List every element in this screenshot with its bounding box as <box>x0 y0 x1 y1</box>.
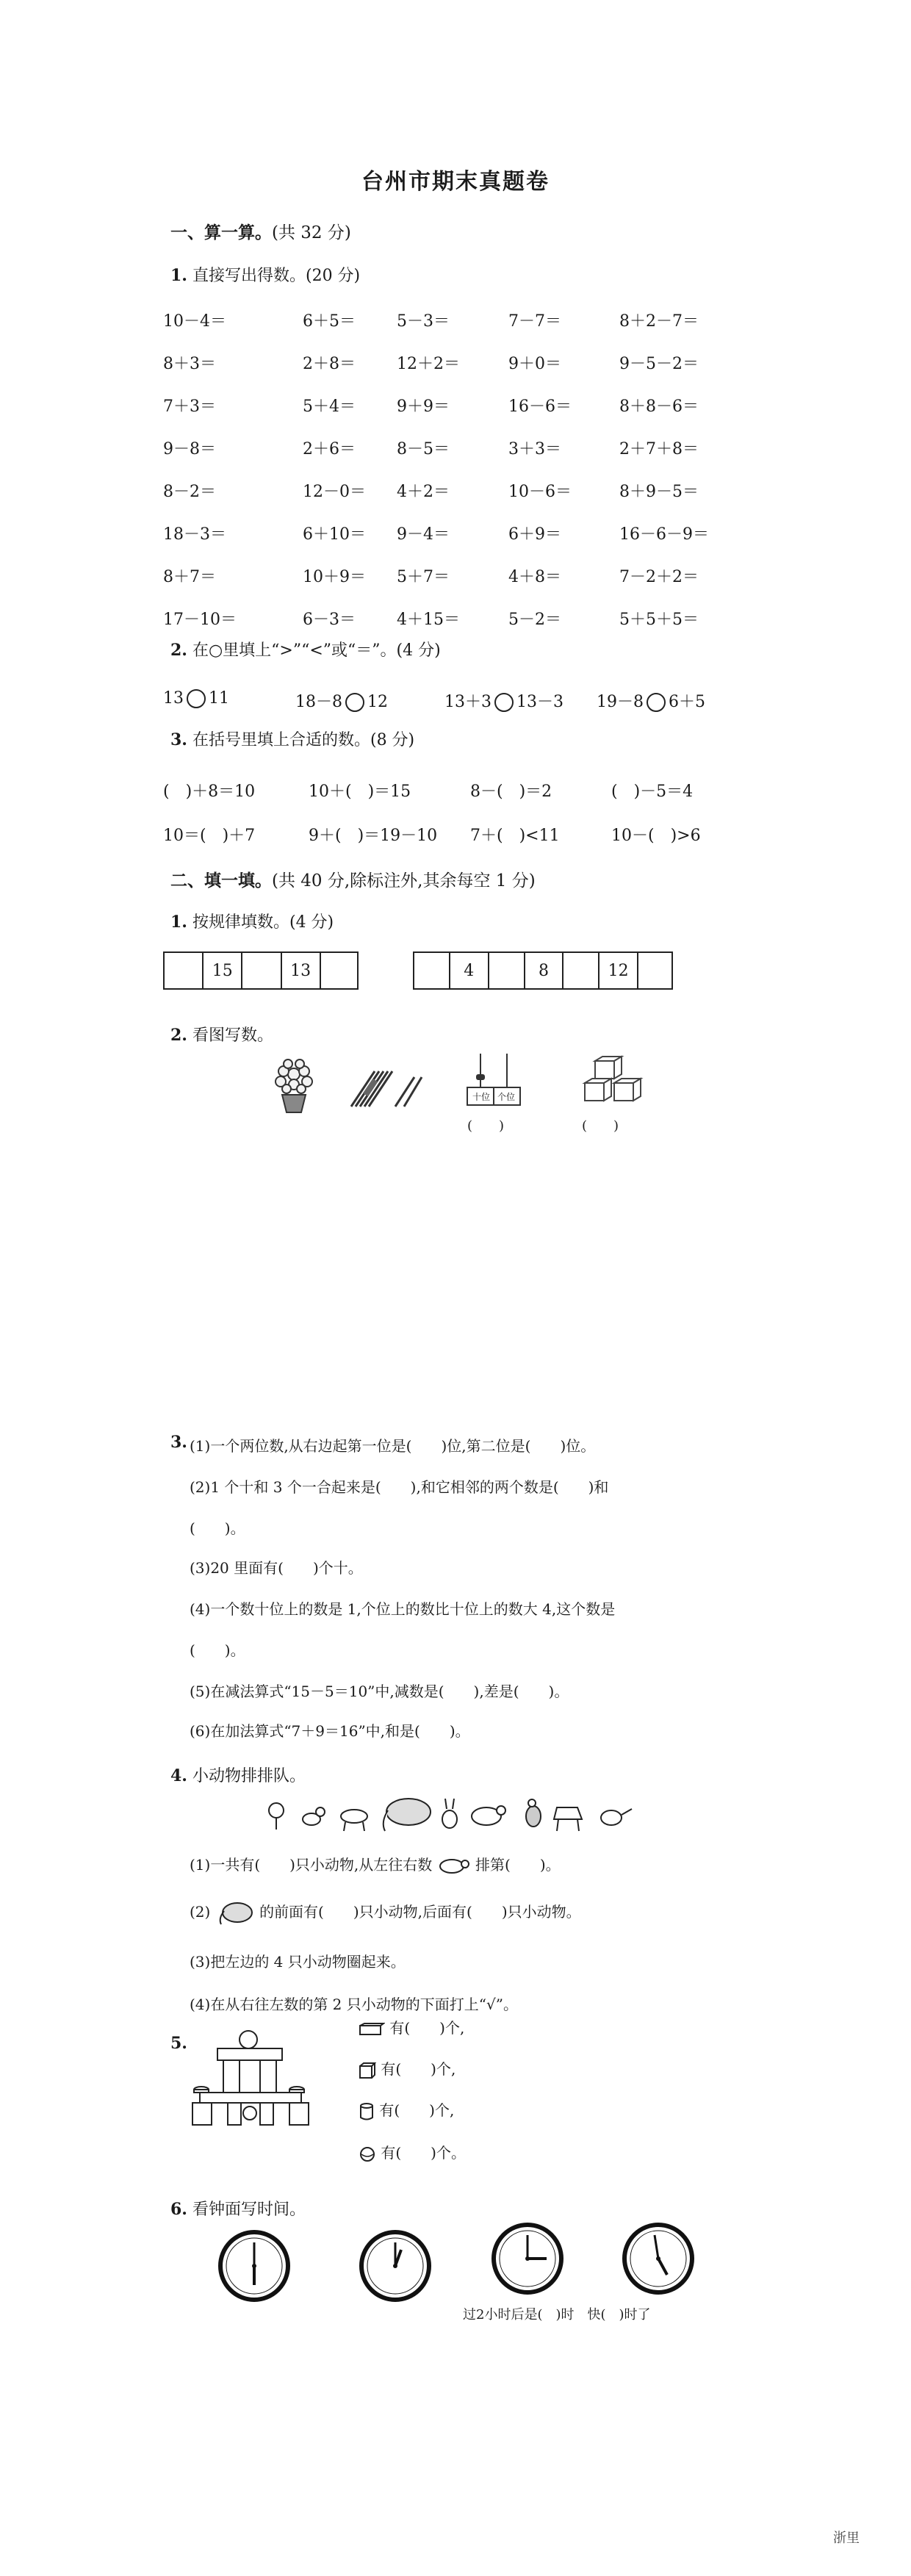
sticks-bundle-icon <box>345 1067 426 1111</box>
calc-item[interactable]: 4＋15＝ <box>397 611 460 629</box>
sequence-cell: 8 <box>525 953 564 988</box>
section1-heading: 一、算一算。(共 32 分) <box>170 223 351 242</box>
clock-icon-1 <box>217 2229 291 2303</box>
calc-item[interactable]: 8＋2－7＝ <box>619 312 699 331</box>
sheep-icon <box>437 1857 471 1876</box>
compare-item-4: 19－8 6＋5 <box>597 693 705 711</box>
calc-item[interactable]: 9－5－2＝ <box>619 355 699 373</box>
sequence-cell[interactable] <box>242 953 281 988</box>
s2-q1-title: 1. 按规律填数。(4 分) <box>170 913 334 932</box>
sequence-cell[interactable] <box>563 953 599 988</box>
q3-line-1: (1)一个两位数,从右边起第一位是( )位,第二位是( )位。 <box>190 1437 596 1455</box>
calc-item[interactable]: 12－0＝ <box>303 483 366 501</box>
calc-item[interactable]: 5－2＝ <box>508 611 561 629</box>
clock-icon-2 <box>359 2229 432 2303</box>
calc-item[interactable]: 16－6－9＝ <box>619 525 709 544</box>
sequence-cell[interactable] <box>321 953 357 988</box>
q3-line-4: (3)20 里面有( )个十。 <box>190 1559 363 1577</box>
sequence-cell: 4 <box>450 953 489 988</box>
sphere-icon <box>359 2145 376 2163</box>
q5-line-4: 有( )个。 <box>359 2141 466 2163</box>
q4-line-3: (3)把左边的 4 只小动物圈起来。 <box>190 1953 406 1971</box>
compare-item-1: 13 11 <box>163 689 229 708</box>
clock-icon-3 <box>491 2222 564 2295</box>
q3-line-3: ( )。 <box>190 1519 245 1537</box>
sequence-cell[interactable] <box>414 953 450 988</box>
calc-item[interactable]: 9＋9＝ <box>397 397 450 416</box>
fill-item[interactable]: 10－( )>6 <box>611 827 701 845</box>
compare-circle[interactable] <box>187 689 206 708</box>
calc-item[interactable]: 6－3＝ <box>303 611 356 629</box>
flower-basket-icon <box>272 1058 316 1115</box>
compare-item-2: 18－8 12 <box>295 693 388 711</box>
fill-item[interactable]: 10＝( )＋7 <box>163 827 256 845</box>
compare-circle[interactable] <box>345 693 364 712</box>
fill-item[interactable]: 8－( )＝2 <box>470 782 552 801</box>
q3-line-2: (2)1 个十和 3 个一合起来是( ),和它相邻的两个数是( )和 <box>190 1478 609 1496</box>
footer-text: 浙里 <box>833 2530 860 2546</box>
calc-item[interactable]: 12＋2＝ <box>397 355 460 373</box>
calc-item[interactable]: 2＋8＝ <box>303 355 356 373</box>
s1-q1-title: 1. 直接写出得数。(20 分) <box>170 266 361 285</box>
q4-line-1: (1)一共有( )只小动物,从左往右数 排第( )。 <box>190 1853 561 1876</box>
s2-q4-title: 4. 小动物排排队。 <box>170 1766 306 1785</box>
s2-q2-title: 2. 看图写数。 <box>170 1026 273 1045</box>
calc-item[interactable]: 3＋3＝ <box>508 440 561 458</box>
sequence-cell[interactable] <box>638 953 671 988</box>
calc-item[interactable]: 5＋7＝ <box>397 568 450 586</box>
sequence-cell: 15 <box>204 953 242 988</box>
clock-caption: 过2小时后是( )时 快( )时了 <box>463 2307 651 2323</box>
blocks-castle-icon <box>188 2026 313 2129</box>
calc-item[interactable]: 5＋5＋5＝ <box>619 611 699 629</box>
abacus-label-tens: 十位 <box>472 1092 490 1102</box>
sequence-cell[interactable] <box>489 953 525 988</box>
s2-q3-num: 3. <box>170 1433 187 1452</box>
calc-item[interactable]: 7－7＝ <box>508 312 561 331</box>
compare-circle[interactable] <box>647 693 666 712</box>
calc-item[interactable]: 10－6＝ <box>508 483 572 501</box>
calc-item[interactable]: 16－6＝ <box>508 397 572 416</box>
calc-item[interactable]: 8＋7＝ <box>163 568 216 586</box>
s1-q2-title: 2. 在○里填上“>”“<”或“＝”。(4 分) <box>170 641 441 660</box>
sequence-boxes-b <box>413 951 673 990</box>
q3-line-8: (6)在加法算式“7＋9＝16”中,和是( )。 <box>190 1722 470 1740</box>
calc-item[interactable]: 4＋8＝ <box>508 568 561 586</box>
sequence-cell: 13 <box>282 953 321 988</box>
cubes-answer-blank[interactable]: ( ) <box>582 1118 619 1134</box>
calc-item[interactable]: 8－5＝ <box>397 440 450 458</box>
calc-item[interactable]: 8＋9－5＝ <box>619 483 699 501</box>
calc-item[interactable]: 6＋9＝ <box>508 525 561 544</box>
abacus-answer-blank[interactable]: ( ) <box>467 1118 505 1134</box>
q3-line-5: (4)一个数十位上的数是 1,个位上的数比十位上的数大 4,这个数是 <box>190 1600 616 1618</box>
fill-item[interactable]: ( )－5＝4 <box>611 782 694 801</box>
calc-item[interactable]: 9＋0＝ <box>508 355 561 373</box>
calc-item[interactable]: 7＋3＝ <box>163 397 216 416</box>
q3-line-6: ( )。 <box>190 1641 245 1659</box>
animals-row-icon <box>262 1793 658 1834</box>
q5-line-2: 有( )个, <box>359 2057 455 2079</box>
fill-item[interactable]: 10＋( )＝15 <box>309 782 411 801</box>
calc-item[interactable]: 2＋7＋8＝ <box>619 440 699 458</box>
calc-item[interactable]: 6＋10＝ <box>303 525 366 544</box>
sequence-boxes-a <box>163 951 359 990</box>
cube-icon <box>359 2062 376 2079</box>
q4-line-2: (2) 的前面有( )只小动物,后面有( )只小动物。 <box>190 1900 581 1926</box>
q4-line-4: (4)在从右往左数的第 2 只小动物的下面打上“√”。 <box>190 1996 518 2013</box>
clock-icon-4 <box>622 2222 695 2295</box>
fill-item[interactable]: ( )＋8＝10 <box>163 782 256 801</box>
sequence-cell[interactable] <box>165 953 204 988</box>
calc-item[interactable]: 9－4＝ <box>397 525 450 544</box>
abacus-label-ones: 个位 <box>497 1092 515 1102</box>
calc-item[interactable]: 7－2＋2＝ <box>619 568 699 586</box>
calc-item[interactable]: 5－3＝ <box>397 312 450 331</box>
calc-item[interactable]: 2＋6＝ <box>303 440 356 458</box>
cuboid-icon <box>359 2023 385 2036</box>
calc-item[interactable]: 8＋8－6＝ <box>619 397 699 416</box>
calc-item[interactable]: 4＋2＝ <box>397 483 450 501</box>
compare-circle[interactable] <box>494 693 514 712</box>
q3-line-7: (5)在减法算式“15－5＝10”中,减数是( ),差是( )。 <box>190 1683 569 1700</box>
cylinder-icon <box>359 2102 375 2121</box>
section2-heading: 二、填一填。(共 40 分,除标注外,其余每空 1 分) <box>170 871 536 891</box>
q5-line-1: 有( )个, <box>359 2016 464 2037</box>
calc-item[interactable]: 8－2＝ <box>163 483 216 501</box>
cubes-icon <box>580 1055 647 1111</box>
fill-item[interactable]: 9＋( )＝19－10 <box>309 827 438 845</box>
calc-item[interactable]: 9－8＝ <box>163 440 216 458</box>
sequence-cell: 12 <box>599 953 638 988</box>
s1-q3-title: 3. 在括号里填上合适的数。(8 分) <box>170 730 415 749</box>
s2-q6-title: 6. 看钟面写时间。 <box>170 2200 306 2219</box>
q5-line-3: 有( )个, <box>359 2098 454 2121</box>
calc-item[interactable]: 5＋4＝ <box>303 397 356 416</box>
calc-item[interactable]: 6＋5＝ <box>303 312 356 331</box>
page-title: 台州市期末真题卷 <box>361 169 550 195</box>
fill-item[interactable]: 7＋( )<11 <box>470 827 560 845</box>
elephant-icon <box>215 1901 255 1926</box>
calc-item[interactable]: 17－10＝ <box>163 611 237 629</box>
calc-item[interactable]: 18－3＝ <box>163 525 226 544</box>
s2-q5-num: 5. <box>170 2034 187 2053</box>
calc-item[interactable]: 10＋9＝ <box>303 568 366 586</box>
compare-item-3: 13＋3 13－3 <box>444 693 563 711</box>
calc-item[interactable]: 10－4＝ <box>163 312 226 331</box>
calc-item[interactable]: 8＋3＝ <box>163 355 216 373</box>
